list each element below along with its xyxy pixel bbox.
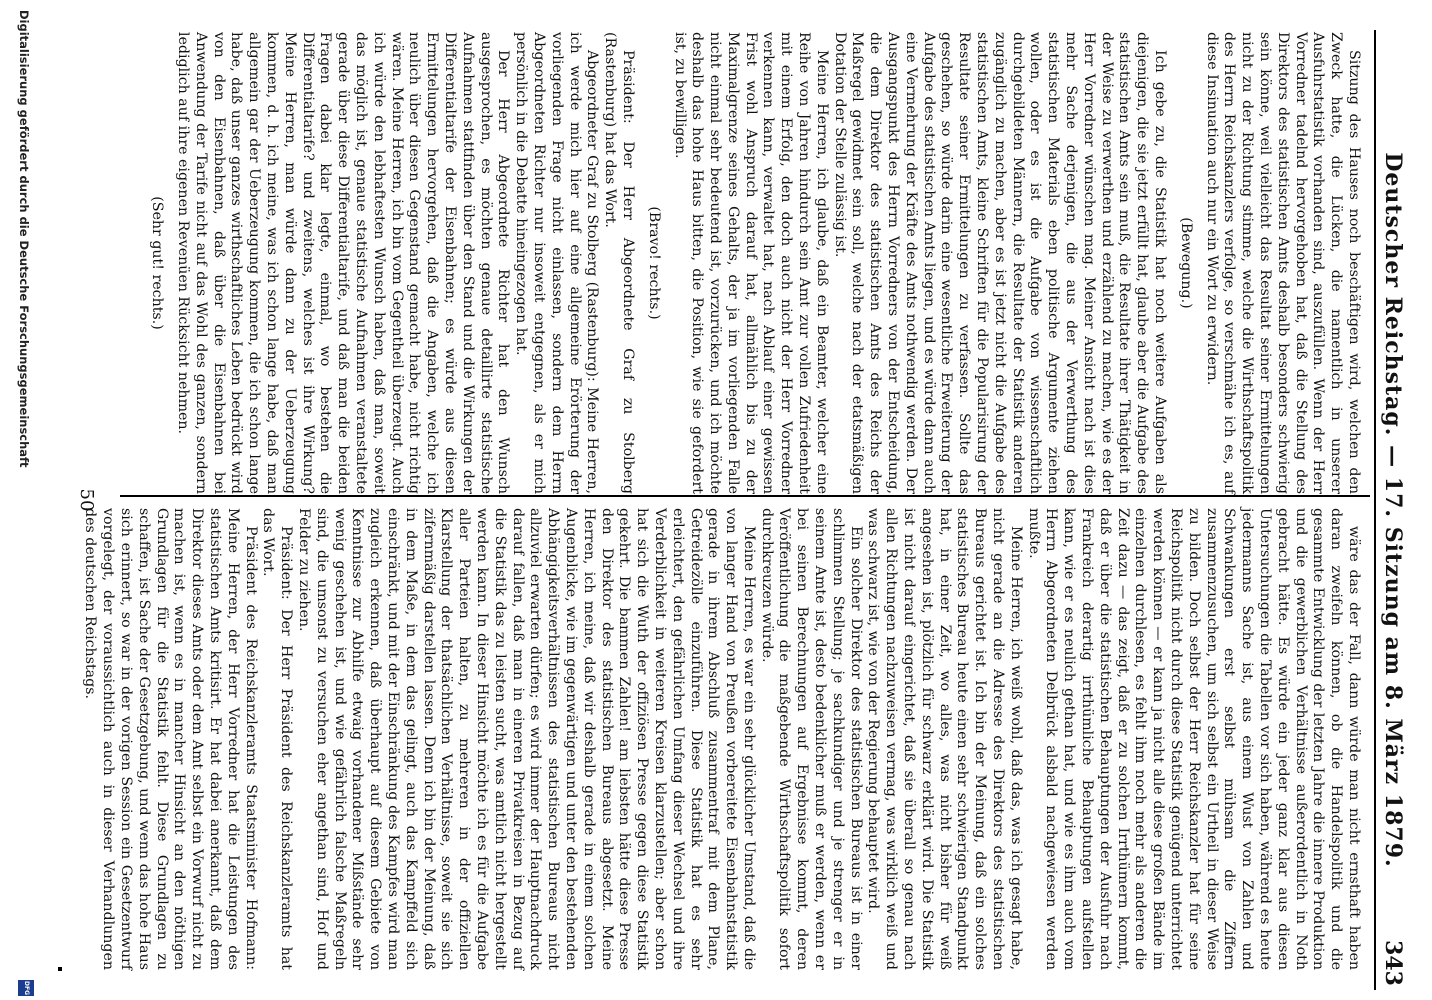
right-column [81,508,1362,970]
paragraph: Ein solcher Direktor des statistischen Bureaus ist in einer schlimmen Stellung; je sachkundiger und je strenger er in seinem Amte ist, desto bedenklicher muß er werden, wenn er bei seinen Berechnungen auf Ergebnisse kommt, deren Veröffentlichung die maßgebende Wirthschaftspolitik sofort durchkreuzen würde. [758,508,864,970]
paragraph: Sitzung des Hauses noch beschäftigen wird, welchen den Zweck hatte, die Lücken, die namentlich in unserer Ausfuhrstatistik vorhanden sind, auszufüllen. Wenn der Herr Vorredner tadelnd hervorgehoben hat, daß die Stellung des Direktors des statistischen Amts deshalb besonders schwierig sein könne, weil vielleicht das Resultat seiner Ermittelungen nicht zu der Richtung stimme, welche die Wirthschaftspolitik des Herrn Reichskanzlers verfolge, so verschmähe ich es, auf diese Insinuation auch nur ein Wort zu erwidern. [1203,32,1362,494]
scan-speck [58,967,62,971]
speaker-paragraph: Präsident: Der Herr Präsident des Reichskanzleramts hat das Wort. [260,508,295,970]
paragraph: Meine Herren, ich weiß wohl, daß das, was ich gesagt habe, nicht gerade an die Adresse des Direktors des statistischen Bureaus gerichtet ist. Ich bin der Meinung, daß ein solches statistisches Bureau heute einen sehr schwierigen Standpunkt hat, in einer Zeit, wo alles, was nicht bisher für weiß angesehen ist, plötzlich für schwarz erklärt wird. Die Statistik ist nicht darauf eingerichtet, daß sie überall so genau nach allen Richtungen nachzuweisen vermag, was wirklich weiß und was schwarz ist, wie von der Regierung behauptet wird. [865,508,1024,970]
header-page-number: 343 [1380,940,1406,986]
digitization-credit: Digitalisierung gefördert durch die Deutsche Forschungsgemeinschaft [17,10,31,468]
dfg-logo-icon: DFG [18,980,34,996]
footer-page-number: 50 [76,488,97,512]
reaction-note: (Sehr gut! rechts.) [149,196,166,330]
reaction-note: (Bravo! rechts.) [645,206,662,320]
paragraph: Der Herr Abgeordnete Richter hat den Wunsch ausgesprochen, es möchten genaue detaillirte statistische Aufnahmen stattfinden über den Stand und die Wirkungen der Differentialtarife der Eisenbahnen; es würde aus diesen Ermittelungen hervorgehen, daß die Angaben, welche ich neulich über diesen Gegenstand gemacht habe, nicht richtig wären. Meine Herren, ich bin vom Gegentheil überzeugt. Auch ich würde den lebhaftesten Wunsch haben, daß man, soweit das möglich ist, genaue statistische Aufnahmen veranstaltete gerade über diese Differentialtarife, und daß man die beiden Fragen dabei klar legte, einmal, wo bestehen die Differentialtarife? und zweitens, welches ist ihre Wirkung? Meine Herren, man würde dann zu der Ueberzeugung kommen, d. h. ich meine, was ich schon lange habe, daß man allgemein gar der Ueberzeugung kommen, die ich schon lange habe, daß unser ganzes wirthschaftliches Leben bedrückt wird von den Eisenbahnen, daß über die Eisenbahnen bei Anwendung der Tarife nicht auf das Wohl des ganzen, sondern lediglich auf ihre eigenen Revenüen Rücksicht nehmen. [175,32,512,494]
page-title: Deutscher Reichstag. — 17. Sitzung am 8. März 1879. [1380,152,1406,868]
digitization-footer [7,0,37,1000]
paragraph: Meine Herren, es war ein sehr glücklicher Umstand, daß die von langer Hand von Preußen vorbereitete Eisenbahnstatistik gerade in ihrem Abschluß zusammentraf mit dem Plane, Getreidezölle einzuführen. Diese Statistik hat es sehr erleichtert, den gefährlichen Umfang dieser Wechsel und ihre Verderblichkeit in weiteren Kreisen klarzustellen; aber schon hat sich die Wuth der offiziösen Presse gegen diese Statistik gekehrt. Die bammen Zahlen! am liebsten hätte diese Presse den Direktor des statistischen Bureaus abgesetzt. Meine Herren, ich meine, daß wir deshalb gerade in einem solchen Augenblicke, wie im gegenwärtigen und unter den bestehenden Abhängigkeitsverhältnissen des statistischen Bureaus nicht allzuviel erwarten dürfen; es wird immer der Hauptnachdruck darauf fallen, daß man in eineren Privatkreisen in Bezug auf die Statistik das zu leisten sucht, was amtlich nicht hergestellt werden kann. In dieser Hinsicht möchte ich es für die Aufgabe aller Parteien halten, zu mehreren in der offiziellen Klarstellung der thatsächlichen Verhältnisse, soweit sie sich zifernmäßig darstellen lassen. Denn ich bin der Meinung, daß in dem Maße, in dem das gelingt, auch das Kampffeld sich einschränkt, und mit der Einschränkung des Kampfes wird man zugleich erkennen, daß überhaupt auf diesem Gebiete von Kenntnisse zur Abhilfe etwaig vorhandener Mißstände sehr wenig geschehen ist, und wie gefährlich falsche Maßregeln sind, die umsonst zu versuchen eher angethan sind, Hof und Felder zu ziehen. [295,508,757,970]
left-column [139,32,1362,494]
reaction-note: (Bewegung.) [1177,217,1194,309]
page-header [1374,30,1412,990]
speaker-paragraph: Präsident des Reichskanzleramts Staatsminister Hofmann: Meine Herren, der Herr Vorredner hat die Leistungen des statistischen Amts kritisirt. Er hat dabei anerkannt, daß dem Direktor dieses Amts oder dem Amt selbst ein Vorwurf nicht zu machen ist, wenn es in mancher Hinsicht an den nöthigen Grundlagen für die Statistik fehlt. Diese Grundlagen zu schaffen, ist Sache der Gesetzgebung, und wenn das hohe Haus sich erinnert, so war in der vorigen Session ein Gesetzentwurf vorgelegt, der voraussichtlich auch in dieser Verhandlungen des deutschen Reichstags. [82,508,259,970]
speaker-paragraph: Präsident: Der Herr Abgeordnete Graf zu Stolberg (Rastenburg) hat das Wort. [602,32,636,494]
paragraph: Ich gebe zu, die Statistik hat noch weitere Aufgaben als diejenigen, die sie jetzt erfüllt hat, glaube aber die Aufgabe des statistischen Amts sein muß, die Resultate ihrer Thätigkeit in der Weise zu verwerthen und erzählend zu machen, wie es der Herr Vorredner wünschen mag. Meiner Ansicht nach ist dies mehr Sache derjenigen, die aus der Verwerthung des statistischen Materials eben politische Argumente ziehen wollen, oder es ist die Aufgabe von wissenschaftlich durchgebildeten Männern, die Resultate der Statistik anderen zugänglich zu machen, aber es ist jetzt nicht die Aufgabe des statistischen Amts, kleine Schriften für die Popularisirung der Resultate seiner Ermittelungen zu verfassen. Sollte das geschehen, so würde darin eine wesentliche Erweiterung der Aufgabe des statistischen Amts liegen, und es würde dann auch eine Vermehrung der Kräfte des Amts nothwendig werden. Der Ausgangspunkt des Herrn Vorredners von der Entscheidung, die dem Direktor des statistischen Amts des Reichs der Maßregel gewidmet sein soll, welche nach der etatsmäßigen Dotation der Stelle zulässig ist. [831,32,1169,494]
speaker-paragraph: Abgeordneter Graf zu Stolberg (Rastenburg): Meine Herren, ich werde mich hier auf eine allgemeine Erörterung der vorliegenden Frage nicht einlassen, sondern dem Herrn Abgeordneten Richter nur insoweit entgegnen, als er mich persönlich in die Debatte hineingezogen hat. [513,32,601,494]
column-divider [120,495,1370,497]
paragraph: Meine Herren, ich glaube, daß ein Beamter, welcher eine Reihe von Jahren hindurch sein Amt zur vollen Zufriedenheit mit einem Erfolg, den doch auch nicht der Herr Vorredner verkennen kann, verwaltet hat, nach Ablauf einer gewissen Frist wohl Anspruch darauf hat, allmählich bis zu der Maximalgrenze seines Gehalts, der ja im vorliegenden Falle nicht einmal sehr bedeutend ist, vorzurücken, und ich möchte deshalb das hohe Haus bitten, die Position, wie sie gefordert ist, zu bewilligen. [671,32,830,494]
paragraph: wäre das der Fall, dann würde man nicht ernsthaft haben daran zweifeln können, ob die Handelspolitik und die gesammte Entwicklung der letzten Jahre die innere Produktion und die gewerblichen Verhältnisse außerordentlich in Noth gebracht hätte. Es würde ein jeder ganz klar aus diesen Untersuchungen die Tabellen vor sich haben, während es heute jedermanns Sache ist, aus einem Wust von Zahlen und Schwankungen erst selbst mühsam die Ziffern zusammenzusuchen, um sich selbst ein Urtheil in dieser Weise zu bilden. Doch selbst der Herr Reichskanzler hat für seine Reichspolitik nicht durch diese Statistik genügend unterrichtet werden können — er kann ja nicht alle diese großen Bände im einzelnen durchlesen, es fehlt ihm noch mehr als anderen die Zeit dazu — das zeigt, daß er zu solchen Irrthümern kommt, daß er über die statistischen Behauptungen der Ausfuhr nach Frankreich derartig irrthümliche Behauptungen aufstellen kann, wie er es neulich gethan hat, und wie es ihm auch vom Herrn Abgeordneten Delbrück alsbald nachgewiesen werden mußte. [1025,508,1362,970]
